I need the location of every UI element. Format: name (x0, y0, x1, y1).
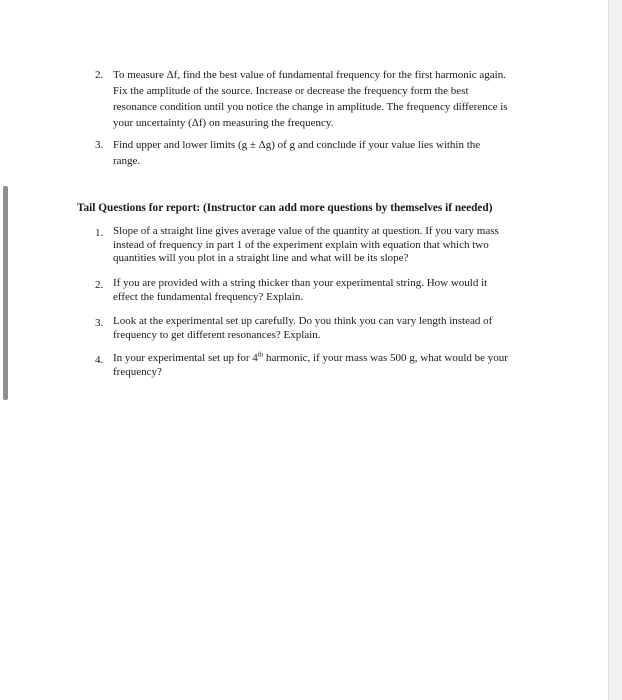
item-line: quantities will you plot in a straight line and what will be its slope? (113, 252, 409, 264)
item-line: Slope of a straight line gives average value of the quantity at question. If you vary mass (113, 225, 499, 237)
item-line: resonance condition until you notice the change in amplitude. The frequency difference is (113, 101, 508, 113)
scroll-indicator[interactable] (3, 186, 8, 400)
item-line: range. (113, 155, 141, 167)
superscript-th: th (257, 350, 264, 359)
item-text (113, 67, 543, 131)
item-text (113, 137, 543, 169)
item-number: 3. (95, 139, 104, 151)
item-line: frequency? (113, 365, 162, 378)
item-number: 4. (95, 354, 104, 366)
item-line: Look at the experimental set up carefully. Do you think you can vary length instead of (113, 315, 493, 327)
item-text (113, 315, 543, 342)
item-line: To measure Δf, find the best value of fundamental frequency for the first harmonic again. (113, 69, 506, 81)
item-line-part: harmonic, if your mass was 500 g, what would be your (263, 352, 508, 364)
item-text (113, 225, 543, 266)
item-number: 3. (95, 317, 104, 329)
item-line: your uncertainty (Δf) on measuring the frequency. (113, 117, 334, 129)
item-number: 2. (95, 279, 104, 291)
item-line: If you are provided with a string thicker than your experimental string. How would it (113, 277, 488, 289)
item-text (113, 352, 543, 379)
item-line-part: In your experimental set up for 4 (113, 352, 258, 364)
item-line: frequency to get different resonances? Explain. (113, 328, 321, 341)
item-line: effect the fundamental frequency? Explain. (113, 290, 304, 303)
page-margin-edge (608, 0, 622, 700)
tail-questions-heading: Tail Questions for report: (Instructor can add more questions by themselves if needed) (77, 202, 493, 214)
item-line: Find upper and lower limits (g ± Δg) of g and conclude if your value lies within the (113, 139, 481, 151)
item-number: 1. (95, 227, 104, 239)
item-line: instead of frequency in part 1 of the experiment explain with equation that which two (113, 238, 489, 251)
item-line: Fix the amplitude of the source. Increase or decrease the frequency form the best (113, 85, 469, 97)
item-text (113, 277, 543, 304)
item-line (113, 352, 543, 366)
item-number: 2. (95, 69, 104, 81)
